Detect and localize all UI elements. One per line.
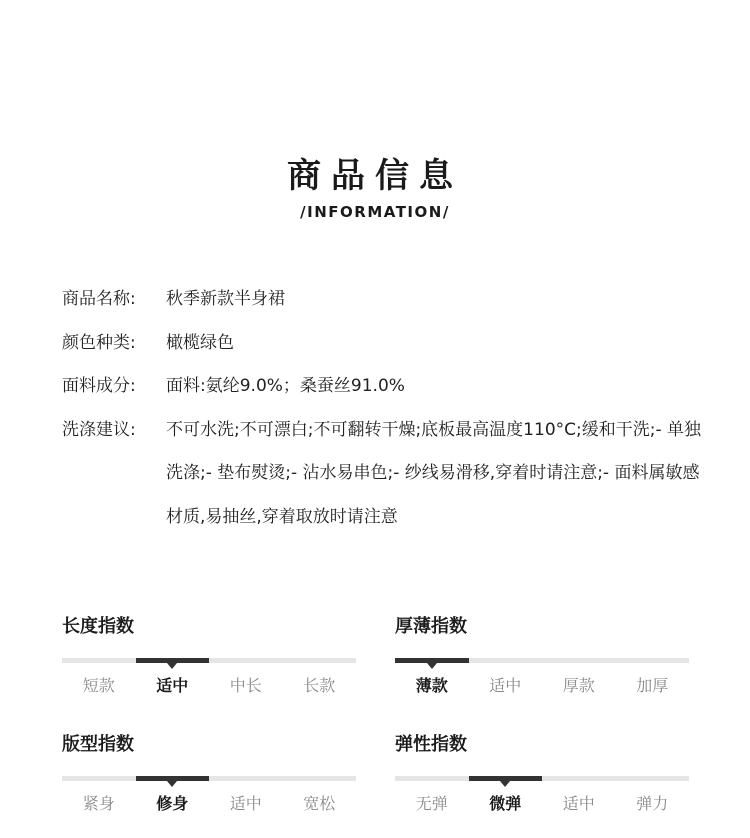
index-option: 微弹 <box>489 794 522 813</box>
page-title: 商品信息 <box>287 156 463 196</box>
info-label: 面料成分: <box>62 376 136 396</box>
info-row-washing <box>62 409 702 540</box>
info-value: 橄榄绿色 <box>166 332 234 353</box>
info-label: 洗涤建议: <box>62 419 136 440</box>
index-option: 适中 <box>156 676 189 695</box>
index-option: 无弹 <box>415 794 448 813</box>
index-option: 薄款 <box>415 676 448 695</box>
index-options <box>395 793 689 815</box>
info-row-material <box>62 365 702 409</box>
index-title: 长度指数 <box>62 616 134 637</box>
info-value: 秋季新款半身裙 <box>166 289 285 309</box>
index-options <box>395 675 689 697</box>
index-option: 紧身 <box>82 794 115 813</box>
index-option: 适中 <box>562 794 595 813</box>
product-info-list <box>62 278 702 539</box>
index-option: 中长 <box>229 676 262 695</box>
index-track <box>62 776 356 781</box>
index-pointer-icon <box>167 663 177 669</box>
length-index <box>62 615 356 697</box>
index-option: 适中 <box>229 794 262 813</box>
index-option: 短款 <box>82 676 115 695</box>
index-option: 厚款 <box>562 676 595 695</box>
info-label: 商品名称: <box>62 289 136 309</box>
index-title: 厚薄指数 <box>395 616 467 637</box>
index-options <box>62 793 356 815</box>
info-row-color <box>62 322 702 366</box>
info-value: 不可水洗;不可漂白;不可翻转干燥;底板最高温度110°C;缓和干洗;- 单独洗涤;- 垫布熨烫;- 沾水易串色;- 纱线易滑移,穿着时请注意;- 面料属敏感材质,易抽丝,穿着取放时请注意 <box>166 419 701 527</box>
index-title: 弹性指数 <box>395 734 467 755</box>
info-label: 颜色种类: <box>62 332 136 353</box>
index-track <box>395 776 689 781</box>
index-options <box>62 675 356 697</box>
thickness-index <box>395 615 689 697</box>
index-option: 长款 <box>303 676 336 695</box>
index-option: 宽松 <box>303 794 336 813</box>
info-row-name <box>62 278 702 322</box>
index-track <box>62 658 356 663</box>
index-pointer-icon <box>167 781 177 787</box>
index-pointer-icon <box>500 781 510 787</box>
index-option: 适中 <box>489 676 522 695</box>
fit-index <box>62 733 356 815</box>
page-subtitle: /INFORMATION/ <box>300 203 450 221</box>
index-track <box>395 658 689 663</box>
index-option: 弹力 <box>636 794 669 813</box>
index-title: 版型指数 <box>62 734 134 755</box>
info-value: 面料:氨纶9.0%；桑蚕丝91.0% <box>166 376 405 396</box>
index-option: 加厚 <box>636 676 669 695</box>
elasticity-index <box>395 733 689 815</box>
index-pointer-icon <box>427 663 437 669</box>
index-option: 修身 <box>156 794 189 813</box>
